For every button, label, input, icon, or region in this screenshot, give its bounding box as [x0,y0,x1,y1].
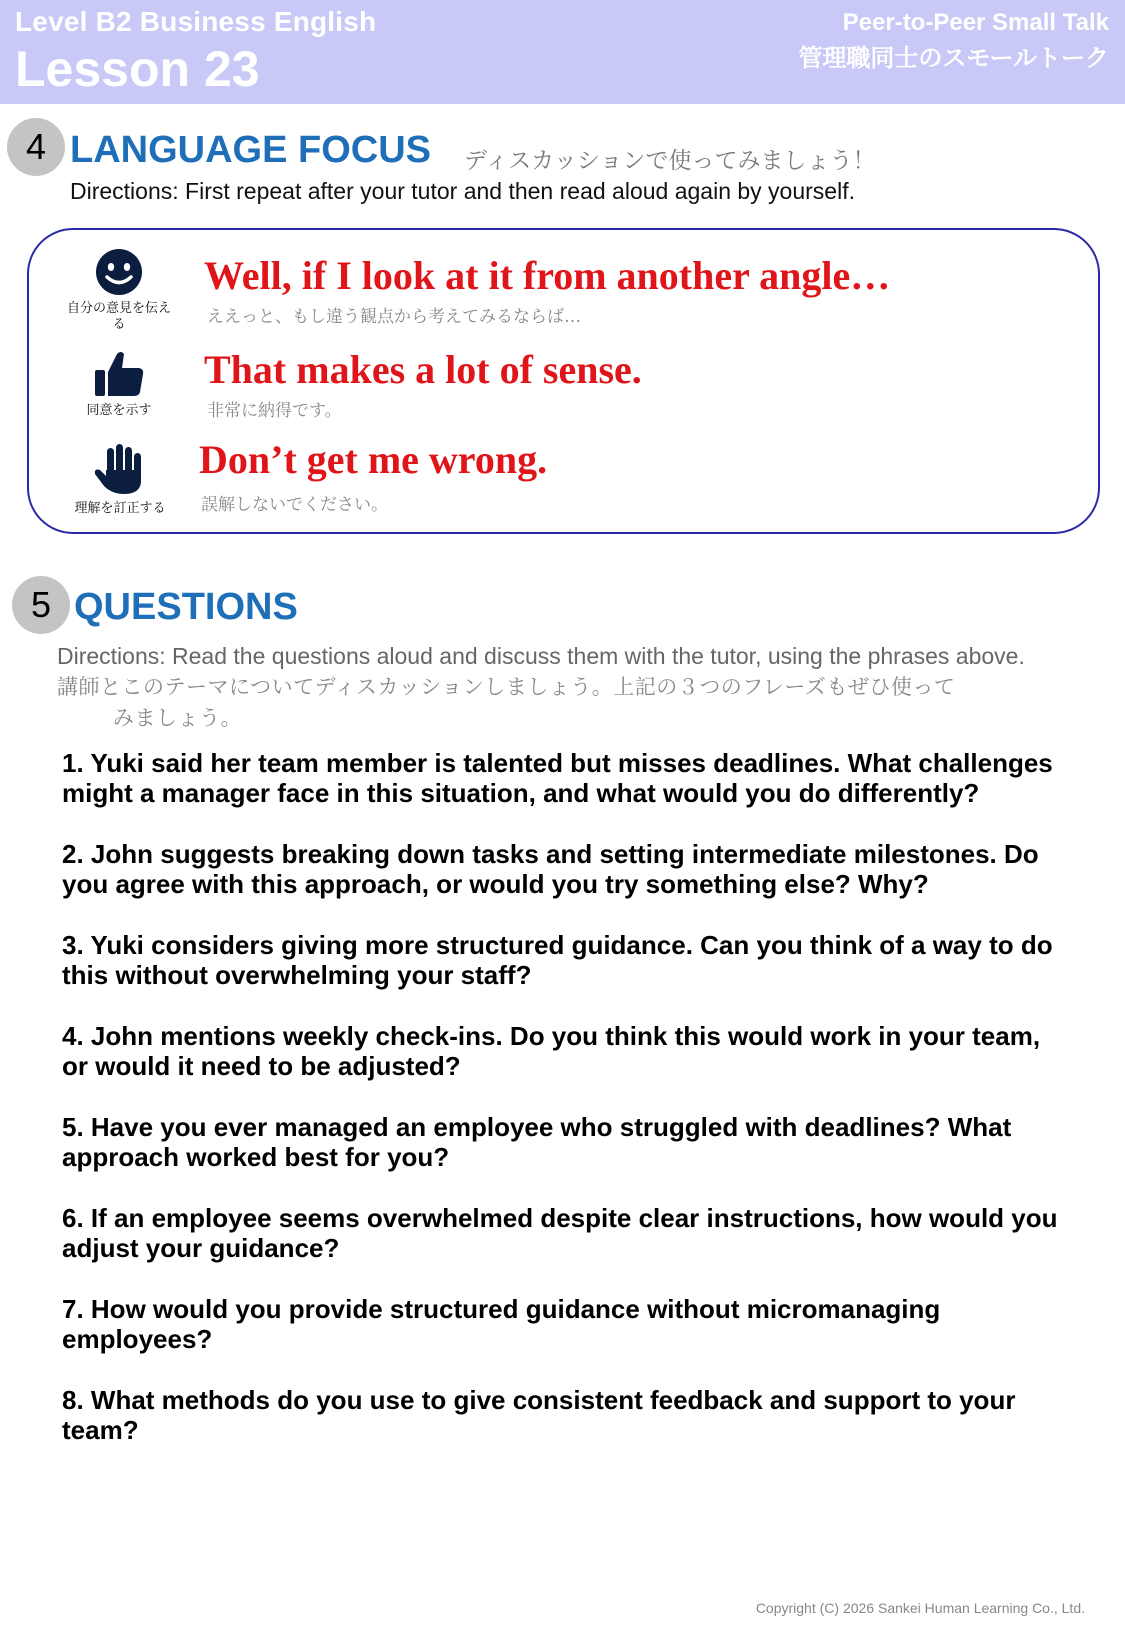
directions-jp: みましょう。 [113,706,242,730]
phrase-icon-cell [67,350,171,419]
section-subtitle-jp: ディスカッションで使ってみましょう！ [464,148,876,174]
phrase-icon-cell [67,248,171,333]
section-number-badge: 4 [7,118,65,176]
raised-hand-icon [94,442,146,496]
icon-label: 自分の意見を伝える [67,301,172,332]
section-number-badge: 5 [12,576,70,634]
topic-jp: 管理職同士のスモールトーク [798,44,1109,72]
thumbs-up-icon [93,350,145,398]
question-item: 5. Have you ever managed an employee who struggled with deadlines? What approach worked best for you? [62,1112,1012,1172]
smiley-icon [95,248,143,296]
question-item: 7. How would you provide structured guidance without micromanaging employees? [62,1294,941,1354]
question-list [62,748,1072,1476]
section-title: LANGUAGE FOCUS [70,129,431,171]
question-item: 2. John suggests breaking down tasks and setting intermediate milestones. Do you agree with this approach, or would you try something else? Why? [62,839,1039,899]
question-item: 8. What methods do you use to give consistent feedback and support to your team? [62,1385,1016,1445]
question-item: 1. Yuki said her team member is talented but misses deadlines. What challenges might a manager face in this situation, and what would you do differently? [62,748,1053,808]
phrase-en: Don’t get me wrong. [199,437,548,482]
lesson-title: Lesson 23 [15,41,260,97]
phrase-jp: ええっと、もし違う観点から考えてみるならば… [207,307,581,327]
level-label: Level B2 Business English [15,6,377,37]
copyright: Copyright (C) 2026 Sankei Human Learning Co., Ltd. [755,1600,1085,1616]
topic-en: Peer-to-Peer Small Talk [842,9,1109,36]
phrase-icon-cell [65,442,175,517]
directions: Directions: First repeat after your tutor and then read aloud again by yourself. [70,178,855,204]
questions-directions [57,641,1117,734]
icon-label: 同意を示す [86,403,152,418]
phrase-jp: 誤解しないでください。 [201,495,388,515]
question-item: 6. If an employee seems overwhelmed despite clear instructions, how would you adjust your guidance? [62,1203,1058,1263]
phrase-box [27,228,1100,534]
directions-en: Directions: Read the questions aloud and discuss them with the tutor, using the phrases above. [57,643,1025,669]
question-item: 3. Yuki considers giving more structured guidance. Can you think of a way to do this without overwhelming your staff? [62,930,1053,990]
question-item: 4. John mentions weekly check-ins. Do you think this would work in your team, or would it need to be adjusted? [62,1021,1041,1081]
directions-jp: 講師とこのテーマについてディスカッションしましょう。上記の３つのフレーズもぜひ使って [57,675,956,699]
phrase-jp: 非常に納得です。 [207,401,342,421]
header-banner [0,0,1125,104]
section-title: QUESTIONS [74,586,298,628]
icon-label: 理解を訂正する [74,501,166,516]
phrase-en: Well, if I look at it from another angle… [204,253,891,298]
phrase-en: That makes a lot of sense. [204,347,642,392]
